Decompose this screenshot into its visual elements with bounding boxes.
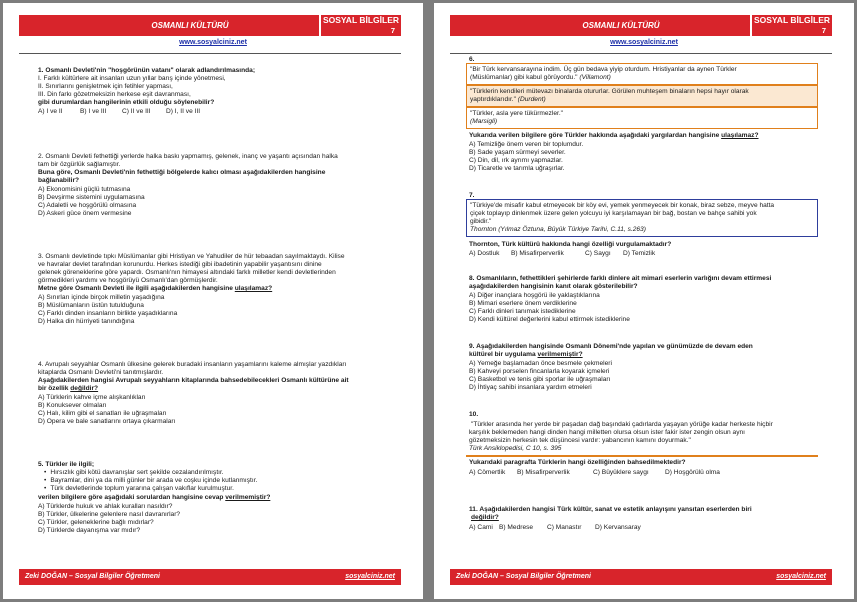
q1-item: III. Din farkı gözetmeksizin herkese eşit davranması,: [38, 91, 191, 98]
q5-bullet: • Hırsızlık gibi kötü davranışlar sert şekilde cezalandırılmıştır.: [44, 469, 404, 477]
q10-options: [469, 469, 829, 477]
q4-ask: Aşağıdakilerden hangisi Avrupalı seyyahların kitaplarında bahsedebilecekleri Osmanlı kültürüne ait: [38, 377, 349, 384]
q6-ask-text: Yukarıda verilen bilgilere göre Türkler hakkında aşağıdaki yargılardan hangisine: [469, 132, 722, 139]
q7-option-d[interactable]: D) Temizlik: [623, 250, 656, 257]
q5-ask: [38, 494, 398, 502]
q4-ask-underlined: değildir?: [70, 385, 99, 392]
q4-option-c[interactable]: C) Halı, kilim gibi el sanatları ile uğraşmaları: [38, 410, 167, 417]
q1-options: [38, 108, 398, 116]
q1-item: I. Farklı kültürlere ait insanları uzun yıllar barış içinde yönetmesi,: [38, 75, 226, 82]
header-title: OSMANLI KÜLTÜRÜ: [582, 21, 660, 30]
header-subject-box: [750, 15, 832, 36]
q5-option-d[interactable]: D) Türklerde dayanışma var mıdır?: [38, 527, 141, 534]
q6-option-a[interactable]: A) Temizliğe önem veren bir toplumdur.: [469, 141, 584, 148]
q1-stem: 1. Osmanlı Devleti'nin "hoşgörünün vatanı" olarak adlandırılmasında;: [38, 67, 256, 74]
q10-separator: [466, 455, 818, 457]
q4-ask-text: bir özellik: [38, 385, 71, 392]
q6-quote-2: [466, 85, 818, 107]
q7-number: 7.: [469, 192, 475, 199]
q7-ask: Thornton, Türk kültürü hakkında hangi özelliği vurgulamaktadır?: [469, 241, 672, 248]
header-subject: SOSYAL BİLGİLER: [322, 15, 400, 25]
q6-option-d[interactable]: D) Ticaretle ve tarımla uğraşırlar.: [469, 165, 565, 172]
q7-option-b[interactable]: B) Misafirperverlik: [511, 250, 564, 257]
q10-option-b[interactable]: B) Misafirperverlik: [517, 469, 570, 476]
q6-option-b[interactable]: B) Sade yaşam sürmeyi severler.: [469, 149, 566, 156]
q10-option-d[interactable]: D) Hoşgörülü olma: [665, 469, 720, 476]
q10-quote: gözetmeksizin herkesin tek düşüncesi vardır: yabancının kamını doyurmak.": [469, 437, 691, 444]
q9-ask: [469, 351, 829, 359]
q6-quote-line: "Türklerin kendileri mütevazı binalarda otururlar. Görülen muhteşem binaların hepsi hayır olarak: [470, 88, 749, 95]
q3-option-a[interactable]: A) Sınırları içinde birçok milletin yaşadığına: [38, 294, 165, 301]
q3-text: gelenek göreneklerine göre yapardı. Osmanlı'nın himayesi altındaki farklı milletler kendi devletlerinden: [38, 269, 336, 276]
q5-stem: 5. Türkler ile ilgili;: [38, 461, 95, 468]
header-grade: 7: [821, 26, 826, 35]
q7-quote-line: "Türkiye'de misafir kabul etmeyecek bir köy evi, yemek yenmeyecek bir konak, biraz sebze, meyve hatta: [470, 202, 775, 209]
q6-option-c[interactable]: C) Din, dil, ırk ayrımı yapmazlar.: [469, 157, 563, 164]
q2-option-a[interactable]: A) Ekonomisini güçlü tutmasına: [38, 186, 131, 193]
q5-option-a[interactable]: A) Türklerde hukuk ve ahlak kuralları nasıldır?: [38, 503, 173, 510]
q1-option-b[interactable]: B) I ve III: [80, 108, 107, 115]
q10-quote: "Türkler arasında her yerde bir paşadan dağ başındaki çadırlarda yaşayan yörüğe kadar herkeste hiçbir: [471, 421, 773, 428]
q10-quote-source: Türk Ansiklopedisi, C 10, s. 395: [469, 445, 562, 452]
header-title: OSMANLI KÜLTÜRÜ: [151, 21, 229, 30]
q11-option-c[interactable]: C) Manastır: [547, 524, 582, 531]
divider: [450, 53, 832, 54]
q3-ask-text: Metne göre Osmanlı Devleti ile ilgili aşağıdakilerden hangisine: [38, 285, 235, 292]
q4-ask: [38, 385, 398, 393]
q1-option-a[interactable]: A) I ve II: [38, 108, 63, 115]
q2-ask: bağlanabilir?: [38, 177, 80, 184]
q2-text: 2. Osmanlı Devleti fethettiği yerlerde halka baskı yapmamış, gelenek, inanç ve yaşantı açısından halka: [38, 153, 338, 160]
q5-ask-underlined: verilmemiştir?: [225, 494, 271, 501]
q8-ask: 8. Osmanlıların, fethettikleri şehirlerde farklı dinlere ait mimari eserlerin varlığını devam ettirmesi: [469, 275, 772, 282]
q6-quote-source: (Marsigli): [470, 118, 498, 125]
q6-quote-1: [466, 63, 818, 85]
q9-option-a[interactable]: A) Yemeğe başlamadan önce besmele çekmeleri: [469, 360, 612, 367]
q3-text: ve havralar devlet tarafından korunurdu. Herkes istediği gibi ibadetinin yapabilir yaşantısını dinine: [38, 261, 322, 268]
header-subject-box: [319, 15, 401, 36]
footer-site-link[interactable]: sosyalciniz.net: [776, 573, 826, 580]
q11-option-d[interactable]: D) Kervansaray: [595, 524, 641, 531]
header-grade: 7: [390, 26, 395, 35]
q11-options: [469, 524, 829, 532]
header-site-link[interactable]: www.sosyalciniz.net: [179, 39, 247, 46]
q9-ask-underlined: verilmemiştir?: [537, 351, 583, 358]
q4-text: 4. Avrupalı seyyahlar Osmanlı ülkesine gelerek buradaki insanların yaşamlarını kaleme almışlar yazdıkları: [38, 361, 347, 368]
q5-ask-text: verilen bilgilere göre aşağıdaki sorulardan hangisine cevap: [38, 494, 226, 501]
footer-site-link[interactable]: sosyalciniz.net: [345, 573, 395, 580]
footer-banner: [19, 569, 401, 585]
q9-option-d[interactable]: D) İhtiyaç sahibi insanlara yardım etmeleri: [469, 384, 592, 391]
q6-quote-3: [466, 107, 818, 129]
q3-ask: [38, 285, 398, 293]
q3-option-d[interactable]: D) Halka din hürriyeti tanındığına: [38, 318, 135, 325]
footer-author: Zeki DOĞAN – Sosyal Bilgiler Öğretmeni: [25, 573, 160, 580]
q6-quote-text: yaptırdıklarıdır.": [470, 96, 516, 103]
q2-option-b[interactable]: B) Devşirme sistemini uygulamasına: [38, 194, 145, 201]
q5-bullet: • Bayramlar, dini ya da milli günler bir arada ve coşku içinde kutlanmıştır.: [44, 477, 404, 485]
q11-option-b[interactable]: B) Medrese: [499, 524, 534, 531]
header-banner: [19, 15, 401, 36]
q6-quote-line: "Bir Türk kervansarayına indim. Üç gün bedava yiyip oturdum. Hristiyanlar da aynen Türkler: [470, 66, 737, 73]
q6-quote-source: (Durdent): [517, 96, 546, 103]
q8-ask: aşağıdakilerden hangisinin kanıt olarak gösterilebilir?: [469, 283, 638, 290]
q6-quote-text: (Müslümanlar) gibi kabul görüyordu.": [470, 74, 578, 81]
q2-ask: Buna göre, Osmanlı Devleti'nin fethettiği bölgelerde kalıcı olması aşağıdakilerden hangisine: [38, 169, 326, 176]
q6-number: 6.: [469, 56, 475, 63]
q3-text: 3. Osmanlı devletinde tıpkı Müslümanlar gibi Hristiyan ve Yahudiler de hür tebaadan sayılmaktaydı. Kilise: [38, 253, 345, 260]
q3-text: görmedikleri yardımı ve hoşgörüyü Osmanlı'dan görmüşlerdir.: [38, 277, 218, 284]
q9-ask: 9. Aşağıdakilerden hangisinde Osmanlı Dönemi'nde yapılan ve günümüzde de devam eden: [469, 343, 753, 350]
q5-bullet: • Türk devletlerinde toplum yararına çalışan vakıflar kurulmuştur.: [44, 485, 404, 493]
q5-option-b[interactable]: B) Türkler, ülkelerine gelenlere nasıl davranırlar?: [38, 511, 181, 518]
q9-option-c[interactable]: C) Basketbol ve tenis gibi sporlar ile uğraşmaları: [469, 376, 611, 383]
q9-option-b[interactable]: B) Kahveyi porselen fincanlarla koyarak içmeleri: [469, 368, 610, 375]
q6-quote-line-end: [470, 74, 814, 82]
footer-banner: [450, 569, 832, 585]
q2-option-c[interactable]: C) Adaletli ve hoşgörülü olmasına: [38, 202, 137, 209]
q10-quote: karşılık beklemeden hangi dinden hangi milletten olursa olsun ister fakir ister zengin olsun aynı: [469, 429, 745, 436]
q6-ask: [469, 132, 829, 140]
q8-option-d[interactable]: D) Kendi kültürel değerlerini kabul ettirmek istediklerine: [469, 316, 630, 323]
header-site-link[interactable]: www.sosyalciniz.net: [610, 39, 678, 46]
q10-option-a[interactable]: A) Cömertlik: [469, 469, 506, 476]
q3-ask-underlined: ulaşılamaz?: [234, 285, 273, 292]
q4-text: kitaplarda Osmanlı Devleti'ni tanıtmışlardır.: [38, 369, 164, 376]
q10-number: 10.: [469, 411, 479, 418]
q7-quote: [466, 199, 818, 237]
header-banner: [450, 15, 832, 36]
q1-ask: gibi durumlardan hangilerinin etkili olduğu söylenebilir?: [38, 99, 215, 106]
q7-option-c[interactable]: C) Saygı: [585, 250, 611, 257]
q8-option-c[interactable]: C) Farklı dinleri tanımak istediklerine: [469, 308, 576, 315]
q7-quote-source: Thornton (Yılmaz Öztuna, Büyük Türkiye Tarihi, C.11, s.263): [470, 226, 646, 233]
q1-option-c[interactable]: C) II ve III: [122, 108, 151, 115]
q2-option-d[interactable]: D) Askeri güce önem vermesine: [38, 210, 132, 217]
q3-option-b[interactable]: B) Müslümanların üstün tutulduğuna: [38, 302, 144, 309]
q6-ask-underlined: ulaşılamaz?: [721, 132, 759, 139]
q4-option-d[interactable]: D) Opera ve bale sanatlarını ortaya çıkarmaları: [38, 418, 176, 425]
q4-option-a[interactable]: A) Türklerin kahve içme alışkanlıkları: [38, 394, 146, 401]
q10-option-c[interactable]: C) Büyüklere saygı: [593, 469, 649, 476]
q5-option-c[interactable]: C) Türkler, geleneklerine bağlı mıdırlar?: [38, 519, 154, 526]
q8-option-b[interactable]: B) Mimari eserlere önem verdiklerine: [469, 300, 577, 307]
footer-author: Zeki DOĞAN – Sosyal Bilgiler Öğretmeni: [456, 573, 591, 580]
page-right: [434, 3, 854, 599]
q10-ask: Yukarıdaki paragrafta Türklerin hangi özelliğinden bahsedilmektedir?: [469, 459, 686, 466]
q11-ask: 11. Aşağıdakilerden hangisi Türk kültür, sanat ve estetik anlayışını yansıtan eserlerden biri: [469, 506, 752, 513]
q7-quote-line: çiçek toplayıp dinlenmek üzere gelen yolcuyu iyi karşılamayan bir bağ, bostan ve bahçe sahibi yok: [470, 210, 757, 217]
q4-option-b[interactable]: B) Konuksever olmaları: [38, 402, 107, 409]
q7-option-a[interactable]: A) Dostluk: [469, 250, 500, 257]
q7-options: [469, 250, 829, 258]
q3-option-c[interactable]: C) Farklı dinden insanların birlikte yaşadıklarına: [38, 310, 178, 317]
q8-option-a[interactable]: A) Diğer inançlara hoşgörü ile yaklaştıklarına: [469, 292, 600, 299]
page-left: [3, 3, 423, 599]
q6-quote-text: "Türkler, asla yere tükürmezler.": [470, 110, 563, 117]
header-subject: SOSYAL BİLGİLER: [753, 15, 831, 25]
q9-ask-text: kültürel bir uygulama: [469, 351, 538, 358]
q7-quote-line: gibidir.": [470, 218, 492, 225]
q11-ask-underlined: değildir?: [471, 514, 499, 521]
q1-option-d[interactable]: D) I, II ve III: [166, 108, 201, 115]
q2-text: tam bir özgürlük sağlamıştır.: [38, 161, 121, 168]
q1-item: II. Sınırlarını genişletmek için fetihler yapması,: [38, 83, 173, 90]
q6-quote-source: (Villamont): [579, 74, 611, 81]
q6-quote-line-end: [470, 96, 814, 104]
divider: [19, 53, 401, 54]
q11-option-a[interactable]: A) Cami: [469, 524, 493, 531]
